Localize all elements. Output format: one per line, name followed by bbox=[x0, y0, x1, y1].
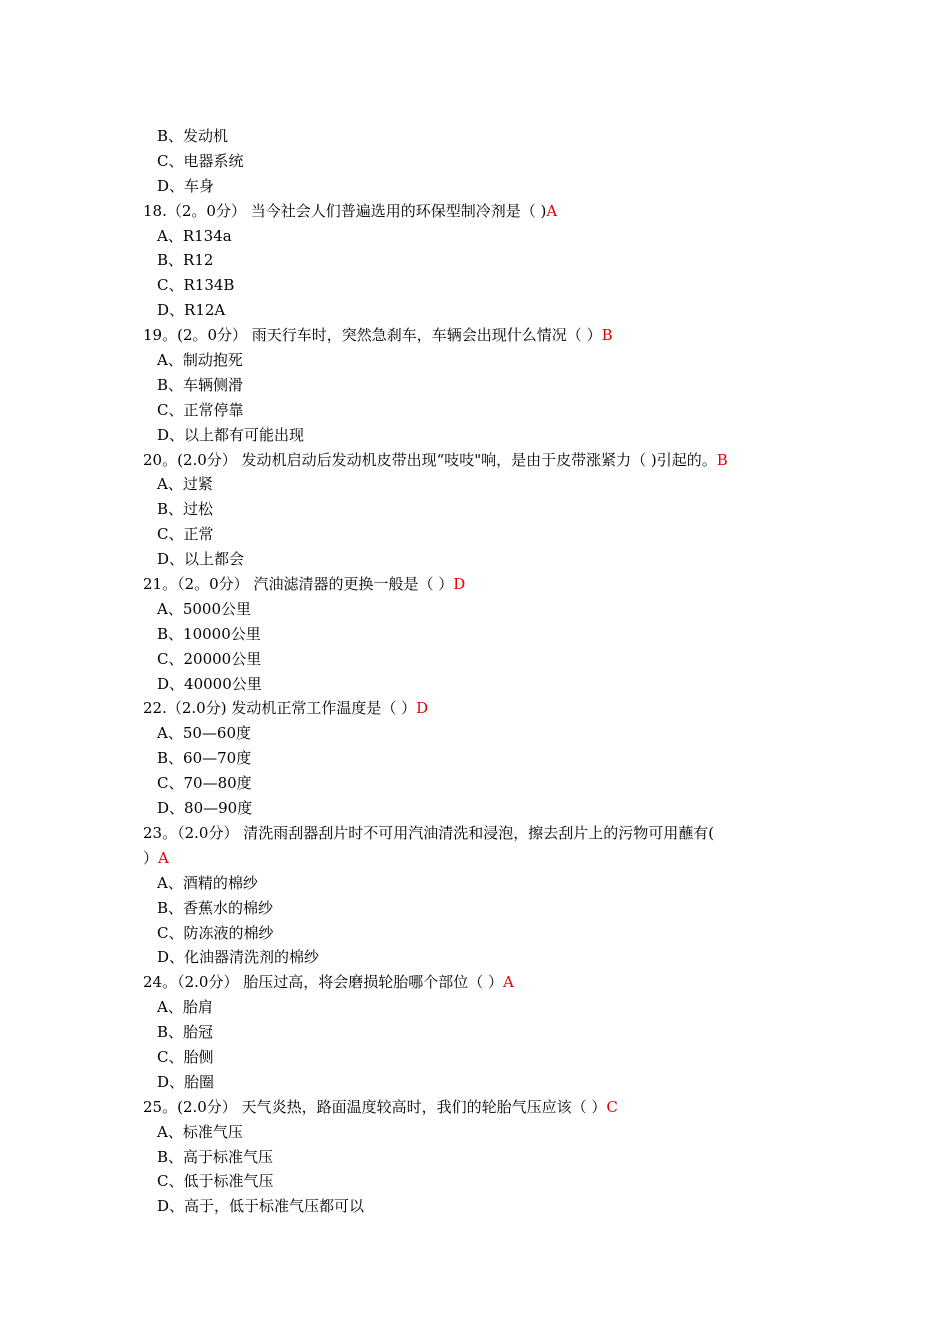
option: D、R12A bbox=[157, 301, 226, 320]
option: D、以上都会 bbox=[157, 550, 245, 569]
question-text: 22.（2.0分) 发动机正常工作温度是（ ） bbox=[143, 699, 417, 718]
answer-key: A bbox=[502, 973, 514, 992]
option: B、车辆侧滑 bbox=[157, 375, 244, 394]
option: A、50—60度 bbox=[157, 724, 252, 743]
option: D、胎圈 bbox=[157, 1072, 215, 1091]
option: B、香蕉水的棉纱 bbox=[157, 898, 274, 917]
question-text: 18.（2。0分） 当今社会人们普遍选用的环保型制冷剂是（ ) bbox=[143, 201, 547, 220]
question-text: 21。（2。0分） 汽油滤清器的更换一般是（ ） bbox=[143, 575, 454, 594]
option: B、10000公里 bbox=[157, 624, 261, 643]
option: A、过紧 bbox=[157, 475, 213, 494]
question-text: 23。（2.0分） 清洗雨刮器刮片时不可用汽油清洗和浸泡，擦去刮片上的污物可用蘸有( bbox=[143, 823, 715, 842]
question-23 bbox=[0, 821, 950, 846]
question-text-cont: ） bbox=[143, 848, 159, 867]
option: C、70—80度 bbox=[157, 774, 252, 793]
option: C、20000公里 bbox=[157, 649, 262, 668]
option: A、胎肩 bbox=[157, 998, 213, 1017]
question-18 bbox=[0, 199, 950, 224]
option: B、高于标准气压 bbox=[157, 1147, 274, 1166]
question-text: 24。（2.0分） 胎压过高，将会磨损轮胎哪个部位（ ） bbox=[143, 973, 503, 992]
answer-key: C bbox=[606, 1097, 618, 1116]
question-22 bbox=[0, 696, 950, 721]
question-text: 19。(2。0分） 雨天行车时，突然急刹车，车辆会出现什么情况（ ） bbox=[143, 326, 602, 345]
option: B、R12 bbox=[157, 251, 214, 270]
option: C、胎侧 bbox=[157, 1047, 214, 1066]
question-25 bbox=[0, 1095, 950, 1120]
answer-key: D bbox=[453, 575, 466, 594]
option: A、标准气压 bbox=[157, 1122, 243, 1141]
answer-key: A bbox=[546, 201, 558, 220]
answer-key: B bbox=[716, 450, 728, 469]
option: C、R134B bbox=[157, 276, 235, 295]
option: C、低于标准气压 bbox=[157, 1172, 274, 1191]
option: C、正常停靠 bbox=[157, 400, 244, 419]
exam-document bbox=[0, 124, 950, 1219]
option: C、正常 bbox=[157, 525, 214, 544]
question-24 bbox=[0, 970, 950, 995]
option: D、80—90度 bbox=[157, 799, 253, 818]
option: D、高于，低于标准气压都可以 bbox=[157, 1197, 365, 1216]
answer-key: B bbox=[601, 326, 613, 345]
option: B、60—70度 bbox=[157, 749, 252, 768]
option: D、车身 bbox=[157, 176, 215, 195]
option: B、过松 bbox=[157, 500, 214, 519]
question-19 bbox=[0, 323, 950, 348]
option: D、化油器清洗剂的棉纱 bbox=[157, 948, 320, 967]
option: D、40000公里 bbox=[157, 674, 262, 693]
option: B、胎冠 bbox=[157, 1023, 214, 1042]
question-text: 20。(2.0分） 发动机启动后发动机皮带出现“吱吱"响，是由于皮带涨紧力（ )引起的。 bbox=[143, 450, 717, 469]
option: A、5000公里 bbox=[157, 599, 252, 618]
question-23-continued bbox=[0, 846, 950, 871]
answer-key: A bbox=[158, 848, 169, 867]
option: B、发动机 bbox=[157, 127, 229, 145]
question-20 bbox=[0, 448, 950, 473]
option: A、R134a bbox=[157, 226, 232, 245]
option: A、酒精的棉纱 bbox=[157, 873, 258, 892]
option: D、以上都有可能出现 bbox=[157, 425, 305, 444]
question-text: 25。(2.0分） 天气炎热，路面温度较高时，我们的轮胎气压应该（ ） bbox=[143, 1097, 607, 1116]
question-21 bbox=[0, 572, 950, 597]
option: A、制动抱死 bbox=[157, 351, 243, 370]
answer-key: D bbox=[416, 699, 429, 718]
option: C、电器系统 bbox=[157, 151, 244, 170]
option: C、防冻液的棉纱 bbox=[157, 923, 274, 942]
